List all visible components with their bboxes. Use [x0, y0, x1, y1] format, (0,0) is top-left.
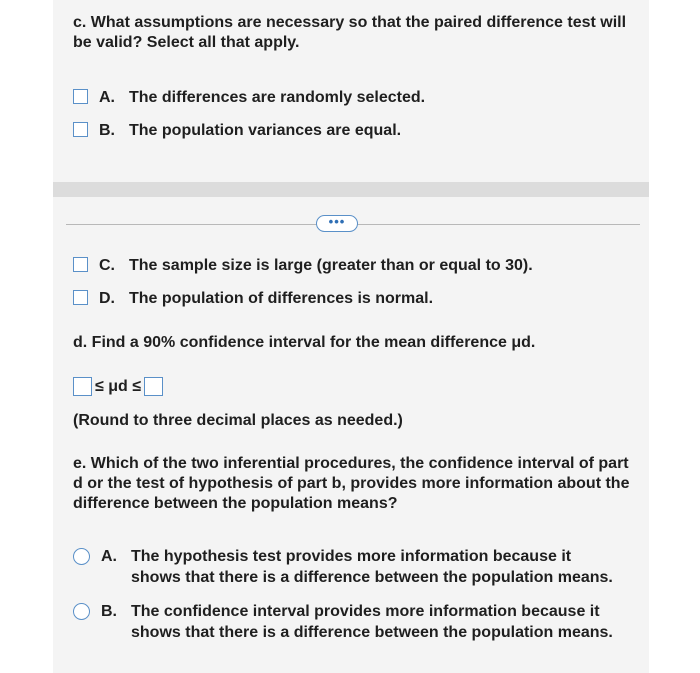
checkbox-a[interactable]: [73, 89, 88, 104]
radio-b[interactable]: [73, 603, 90, 620]
option-letter: D.: [99, 290, 115, 307]
checkbox-b[interactable]: [73, 122, 88, 137]
more-button[interactable]: •••: [316, 215, 358, 232]
option-text: The confidence interval provides more information because it shows that there is a difference between the population means.: [131, 603, 613, 641]
option-c-c[interactable]: [73, 255, 533, 276]
option-text: The sample size is large (greater than or equal to 30).: [129, 257, 533, 274]
option-c-d[interactable]: [73, 288, 433, 309]
lower-bound-input[interactable]: [73, 377, 92, 396]
option-letter: A.: [99, 89, 115, 106]
option-letter: C.: [99, 257, 115, 274]
interval-answer: [73, 377, 163, 396]
option-text: The population of differences is normal.: [129, 290, 434, 307]
option-letter: B.: [101, 603, 117, 620]
option-text: The population variances are equal.: [129, 122, 402, 139]
option-letter: A.: [101, 548, 117, 565]
radio-a[interactable]: [73, 548, 90, 565]
upper-bound-input[interactable]: [144, 377, 163, 396]
option-e-a[interactable]: [73, 546, 633, 588]
option-letter: B.: [99, 122, 115, 139]
option-e-b[interactable]: [73, 601, 633, 643]
checkbox-d[interactable]: [73, 290, 88, 305]
checkbox-c[interactable]: [73, 257, 88, 272]
option-text: The hypothesis test provides more information because it shows that there is a difference between the population means.: [131, 548, 613, 586]
option-c-b[interactable]: [73, 120, 401, 141]
panel-gap: [53, 182, 649, 197]
inequality-symbol: ≤ μd ≤: [95, 377, 142, 395]
question-e: e. Which of the two inferential procedures, the confidence interval of part d or the test of hypothesis of part b, provides more information about the difference between the population means?: [73, 455, 630, 512]
option-text: The differences are randomly selected.: [129, 89, 426, 106]
question-d: d. Find a 90% confidence interval for the mean difference μd.: [73, 334, 536, 351]
option-c-a[interactable]: [73, 87, 425, 108]
rounding-note: (Round to three decimal places as needed.): [73, 412, 403, 429]
question-c: c. What assumptions are necessary so that the paired difference test will be valid? Select all that apply.: [73, 14, 627, 51]
